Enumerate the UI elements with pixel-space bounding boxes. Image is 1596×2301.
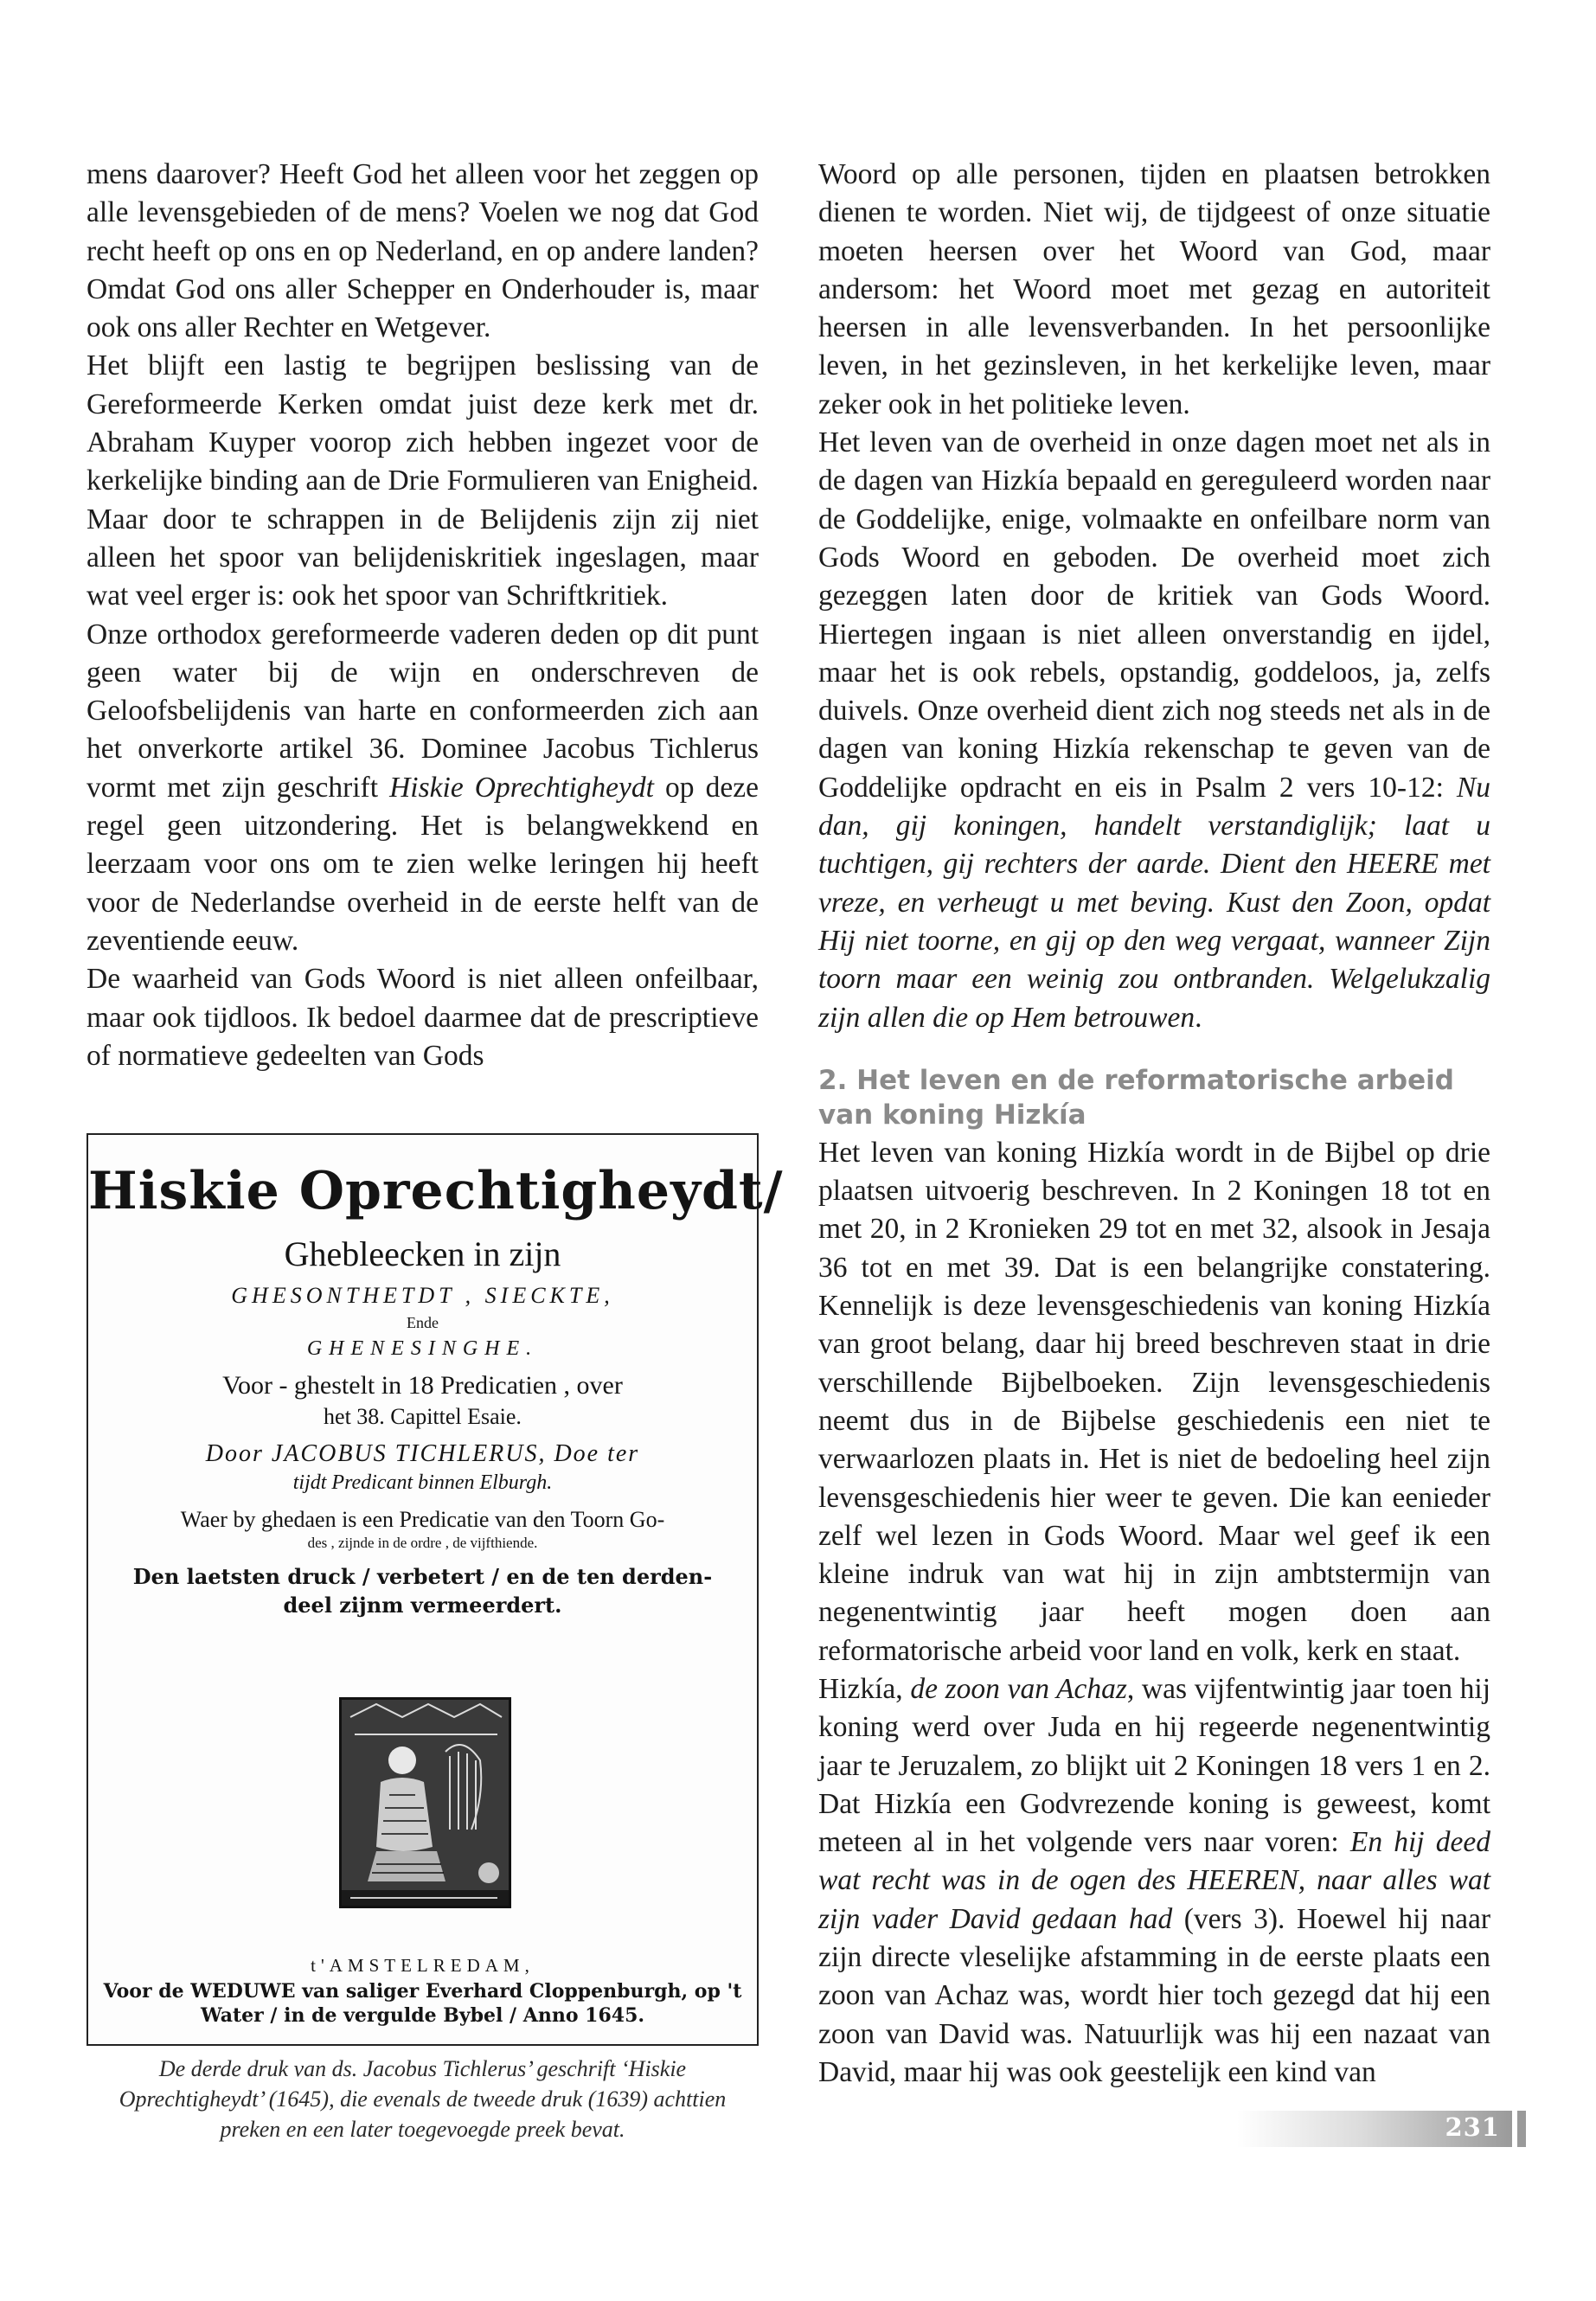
scan-line: Ende [407, 1314, 439, 1331]
text-run: . [1195, 1001, 1202, 1034]
scan-line: het 38. Capittel Esaie. [324, 1404, 522, 1429]
text-run: , was vijfentwintig jaar toen hij koning werd over Juda en hij regeerde negenentwintig jaar te Jeruzalem, zo blijkt uit 2 Koningen 18 vers 1 en 2. Dat Hizkía een Godvrezende koning is geweest, komt meteen al in het volgende vers naar voren: [818, 1672, 1491, 1859]
paragraph: mens daarover? Heeft God het alleen voor het zeggen op alle levensgebieden of de mens? Voelen we nog dat God recht heeft op ons en op Nederland, en op andere landen? Omdat God ons aller Schepper en Onderhouder is, maar ook ons aller Rechter en Wetgever. [87, 158, 759, 344]
text-run: Onze orthodox gereformeerde vaderen deden op dit punt geen water bij de wijn en onderschreven de Geloofsbelijdenis van harte en conformeerden zich aan het onverkorte artikel 36. Dominee Jacobus Tichlerus vormt met zijn geschrift [87, 618, 759, 804]
text-run: op deze regel geen uitzondering. Het is belangwekkend en leerzaam voor ons om te zien welke leringen hij heeft voor de Nederlandse overheid in de eerste helft van de zeventiende eeuw. [87, 771, 759, 957]
emphasis: de zoon van Achaz [910, 1672, 1127, 1705]
bible-quote: En hij deed wat recht was in de ogen des HEEREN, naar alles wat zijn vader David gedaan had [818, 1826, 1490, 1935]
text-run: (vers 3). Hoewel hij naar zijn directe vleselijke afstamming in de eerste plaats een zoon van Achaz was, wordt hier toch gezegd dat hij een zoon van David was. Natuurlijk was hij een nazaat van David, maar hij was ook geestelijk een kind van [818, 1902, 1491, 2088]
scan-line: GHESONTHETDT , SIECKTE, [231, 1283, 614, 1308]
scan-line: Waer by ghedaen is een Predicatie van den Toorn Go- [180, 1507, 665, 1532]
scan-line: Water / in de vergulde Bybel / Anno 1645. [200, 2004, 645, 2027]
title-page-imprint [88, 1955, 757, 2027]
paragraph: Woord op alle personen, tijden en plaatsen betrokken dienen te worden. Niet wij, de tijdgeest of onze situatie moeten heersen over het Woord van God, maar andersom: het Woord moet met gezag en autoriteit heersen in alle levensverbanden. In het persoonlijke leven, in het gezinsleven, in het kerkelijke leven, maar zeker ook in het politieke leven. [818, 158, 1490, 420]
paragraph: Het blijft een lastig te begrijpen beslissing van de Gereformeerde Kerken omdat juist deze kerk met dr. Abraham Kuyper voorop zich hebben ingezet voor de kerkelijke binding aan de Drie Formulieren van Enigheid. Maar door te schrappen in de Belijdenis zijn zij niet alleen het spoor van belijdeniskritiek ingeslagen, maar wat veel erger is: ook het spoor van Schriftkritiek. [87, 349, 759, 612]
scan-line: Voor - ghestelt in 18 Predicatien , over [222, 1371, 623, 1400]
book-title-emphasis: Hiskie Oprechtigheydt [389, 771, 654, 804]
scan-line: t'AMSTELREDAM, [311, 1955, 535, 1976]
paragraph: De waarheid van Gods Woord is niet alleen onfeilbaar, maar ook tijdloos. Ik bedoel daarmee dat de prescriptieve of normatieve gedeelten van Gods [87, 963, 759, 1072]
page-edge-tab [1517, 2111, 1526, 2147]
figure-caption: De derde druk van ds. Jacobus Tichlerus’ geschrift ‘Hiskie Oprechtigheydt’ (1645), die evenals de tweede druk (1639) achttien preken en een later toegevoegde preek bevat. [119, 2056, 727, 2142]
text-run: Het leven van de overheid in onze dagen moet net als in de dagen van Hizkía bepaald en gereguleerd worden naar de Goddelijke, enige, volmaakte en onfeilbare norm van Gods Woord en geboden. De overheid moet zich gezeggen laten door de kritiek van Gods Woord. Hiertegen ingaan is niet alleen onverstandig en ijdel, maar het is ook rebels, opstandig, goddeloos, ja, zelfs duivels. Onze overheid dient zich nog steeds net als in de dagen van koning Hizkía rekenschap te geven van de Goddelijke opdracht en eis in Psalm 2 vers 10-12: [818, 426, 1490, 804]
scan-title: Hiskie Oprechtigheydt/ [88, 1161, 784, 1221]
scan-line: des , zijnde in de ordre , de vijfthiende. [307, 1535, 538, 1551]
scan-line: deel zijnm vermeerdert. [283, 1593, 562, 1618]
scan-line: GHENESINGHE. [306, 1337, 539, 1360]
scan-line: tijdt Predicant binnen Elburgh. [292, 1471, 553, 1494]
scan-line: Den laetsten druck / verbetert / en de ten derden- [132, 1564, 713, 1589]
right-column [818, 156, 1490, 2092]
title-page-text [88, 1161, 784, 1618]
left-column [87, 156, 759, 1075]
page-number-band [1237, 2111, 1512, 2147]
text-run: Hizkía, [818, 1672, 911, 1705]
psalm-quote: Nu dan, gij koningen, handelt verstandiglijk; laat u tuchtigen, gij rechters der aarde. Dient den HEERE met vreze, en verheugt u met beving. Kust den Zoon, opdat Hij niet toorne, en gij op den weg vergaat, wanneer Zijn toorn maar een weinig zou ontbranden. Welgelukzalig zijn allen die op Hem betrouwen [818, 771, 1490, 1034]
scan-line: Voor de WEDUWE van saliger Everhard Cloppenburgh, op 't [103, 1980, 742, 2003]
page-number: 231 [1445, 2112, 1500, 2142]
title-page-scan [87, 1133, 784, 2046]
paragraph [87, 616, 759, 961]
paragraph [818, 424, 1490, 1037]
paragraph [818, 1670, 1490, 2092]
paragraph: Het leven van koning Hizkía wordt in de Bijbel op drie plaatsen uitvoerig beschreven. In 2 Koningen 18 tot en met 20, in 2 Kronieken 29 tot en met 32, alsook in Jesaja 36 tot en met 39. Dat is een belangrijke constatering. Kennelijk is deze levensgeschiedenis van koning Hizkía van groot belang, daar hij breed beschreven staat in drie verschillende Bijbelboeken. Zijn levensgeschiedenis neemt dus in de Bijbelse geschiedenis een niet te verwaarlozen plaats in. Het is niet de bedoeling heel zijn levensgeschiedenis hier weer te geven. Die kan eenieder zelf wel lezen in Gods Woord. Maar wel geef ik een kleine indruk van wat hij in zijn ambtstermijn van negenentwintig jaar heeft mogen doen aan reformatorische arbeid voor land en volk, kerk en staat. [818, 1136, 1490, 1667]
scan-line: Ghebleecken in zijn [284, 1234, 561, 1273]
woodcut-illustration [339, 1697, 511, 1908]
section-heading: 2. Het leven en de reformatorische arbeid van koning Hizkía [818, 1064, 1454, 1131]
figure [87, 1133, 784, 2144]
scan-line: Door JACOBUS TICHLERUS, Doe ter [205, 1440, 640, 1467]
